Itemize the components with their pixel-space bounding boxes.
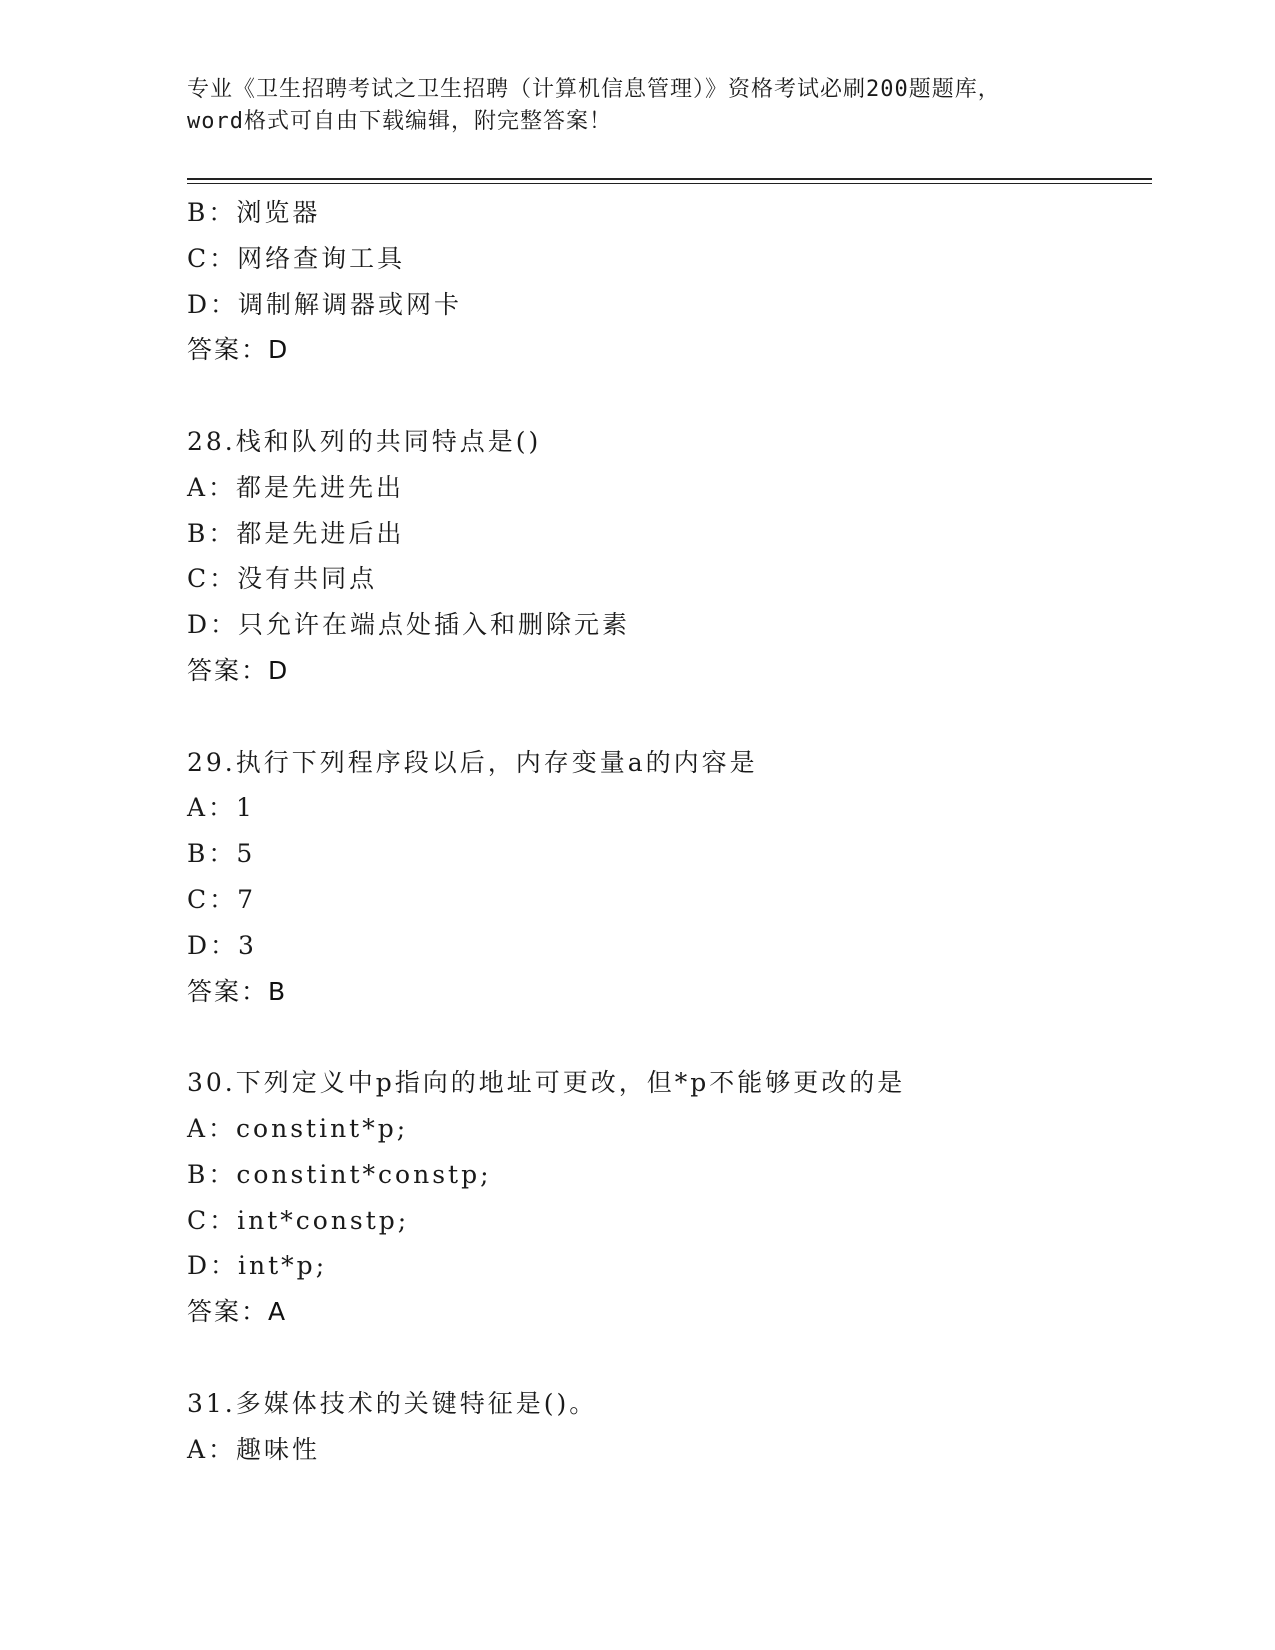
option-c: C：网络查询工具 bbox=[187, 243, 406, 273]
option-c: C：没有共同点 bbox=[187, 564, 378, 594]
option-a: A：趣味性 bbox=[187, 1434, 321, 1464]
option-d: D：调制解调器或网卡 bbox=[187, 289, 463, 319]
option-c: C：int*constp; bbox=[187, 1205, 410, 1235]
spacer bbox=[187, 694, 1152, 740]
question-stem: 30.下列定义中p指向的地址可更改，但*p不能够更改的是 bbox=[187, 1068, 906, 1098]
question-block-30 bbox=[187, 1060, 1152, 1335]
option-d: D：int*p; bbox=[187, 1251, 328, 1281]
header-line-1: 专业《卫生招聘考试之卫生招聘（计算机信息管理）》资格考试必刷200题题库， bbox=[187, 77, 1001, 102]
question-block-27 bbox=[187, 190, 1152, 373]
document-header bbox=[187, 74, 1087, 138]
header-divider bbox=[187, 178, 1152, 180]
answer-line: 答案：D bbox=[187, 655, 290, 685]
option-b: B：5 bbox=[187, 839, 256, 869]
option-a: A：都是先进先出 bbox=[187, 472, 405, 502]
option-b: B：浏览器 bbox=[187, 198, 321, 227]
question-stem: 31.多媒体技术的关键特征是()。 bbox=[187, 1388, 598, 1418]
option-d: D：3 bbox=[187, 930, 257, 960]
option-c: C：7 bbox=[187, 884, 257, 914]
header-line-2: word格式可自由下载编辑，附完整答案！ bbox=[187, 109, 612, 134]
question-block-29 bbox=[187, 740, 1152, 1015]
question-stem: 29.执行下列程序段以后，内存变量a的内容是 bbox=[187, 747, 758, 777]
option-a: A：constint*p; bbox=[187, 1113, 409, 1143]
answer-line: 答案：A bbox=[187, 1297, 288, 1327]
option-d: D：只允许在端点处插入和删除元素 bbox=[187, 610, 631, 640]
header-divider-thin bbox=[187, 183, 1152, 184]
option-a: A：1 bbox=[187, 793, 255, 823]
spacer bbox=[187, 1335, 1152, 1381]
option-b: B：都是先进后出 bbox=[187, 518, 405, 548]
spacer bbox=[187, 1014, 1152, 1060]
option-b: B：constint*constp; bbox=[187, 1159, 492, 1189]
answer-line: 答案：B bbox=[187, 976, 288, 1006]
question-stem: 28.栈和队列的共同特点是() bbox=[187, 426, 542, 456]
spacer bbox=[187, 373, 1152, 419]
answer-line: 答案：D bbox=[187, 335, 290, 365]
question-list bbox=[187, 190, 1152, 1472]
question-block-31 bbox=[187, 1381, 1152, 1473]
question-block-28 bbox=[187, 419, 1152, 694]
